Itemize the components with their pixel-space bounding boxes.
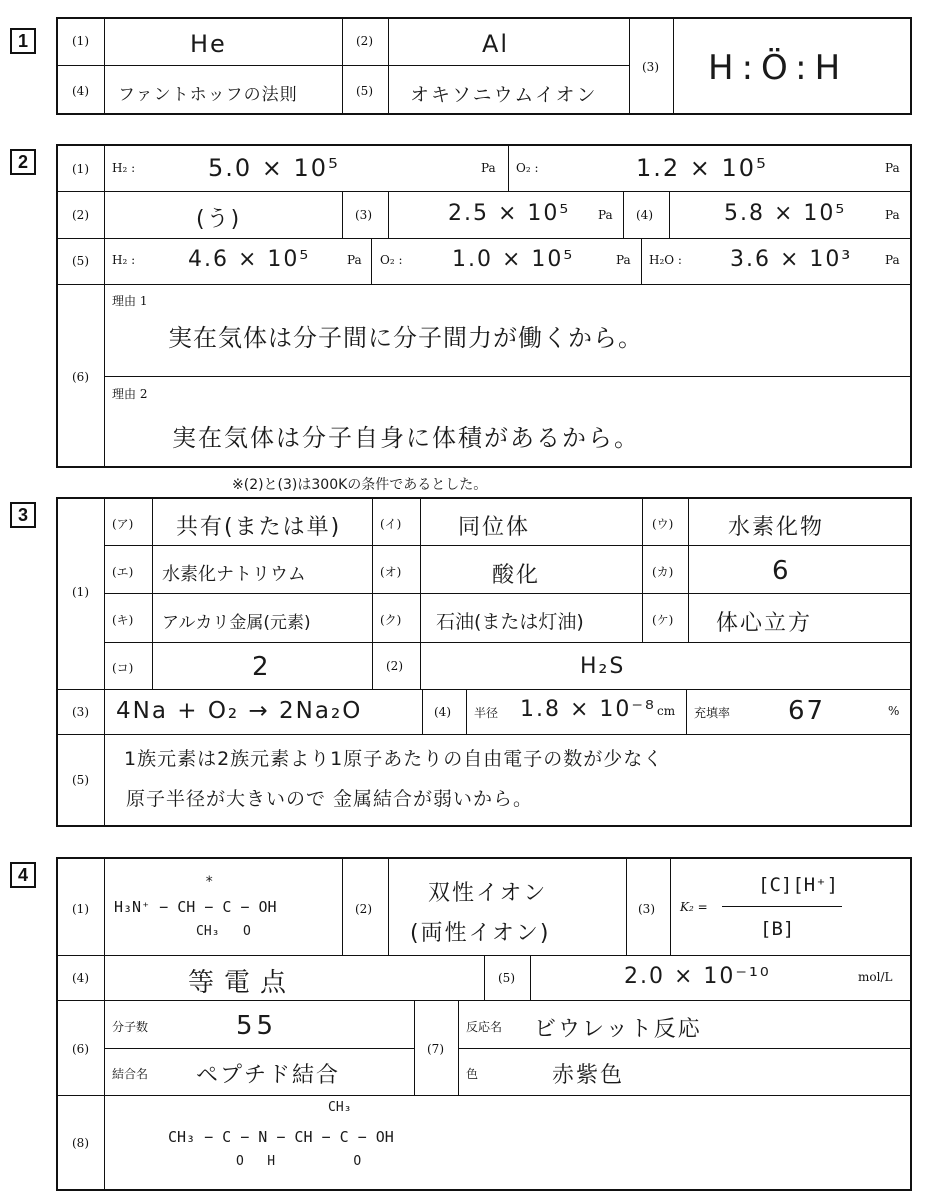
answer-q3-2: H₂S bbox=[580, 654, 626, 679]
label-q2-2: (2) bbox=[72, 208, 89, 222]
answer-q3-ko: 2 bbox=[252, 652, 271, 682]
label-q1-4: (4) bbox=[72, 84, 89, 98]
label-q2-3: (3) bbox=[355, 208, 372, 222]
color-label: 色 bbox=[466, 1067, 479, 1081]
answer-q3-3: 4Na + O₂ → 2Na₂O bbox=[116, 698, 363, 724]
label-q1-3: (3) bbox=[642, 60, 659, 74]
answer-q2-4: 5.8 × 10⁵ bbox=[724, 201, 847, 226]
reaction-label: 反応名 bbox=[466, 1020, 503, 1034]
answer-q4-8-sub: O H O bbox=[236, 1154, 362, 1169]
answer-q2-6-reason2: 実在気体は分子自身に体積があるから。 bbox=[172, 424, 640, 452]
label-q4-8: (8) bbox=[72, 1136, 89, 1150]
answer-q3-ki: アルカリ金属(元素) bbox=[162, 613, 311, 633]
label-q4-1: (1) bbox=[72, 902, 89, 916]
label-q3-1: (1) bbox=[72, 585, 89, 599]
answer-q4-3-denominator: [B] bbox=[760, 918, 795, 940]
label-q2-5-o2: O₂ : bbox=[380, 253, 403, 267]
label-q4-4: (4) bbox=[72, 971, 89, 985]
bond-label: 結合名 bbox=[112, 1067, 149, 1081]
answer-q3-ka: 6 bbox=[772, 556, 791, 586]
answer-q3-ke: 体心立方 bbox=[716, 611, 813, 636]
answer-q2-3: 2.5 × 10⁵ bbox=[448, 201, 571, 226]
label-q2-5: (5) bbox=[72, 254, 89, 268]
label-q2-5-h2: H₂ : bbox=[112, 253, 136, 267]
answer-q1-5: オキソニウムイオン bbox=[410, 84, 598, 106]
unit-q2-5-h2o: Pa bbox=[885, 253, 900, 267]
answer-q2-5-h2: 4.6 × 10⁵ bbox=[188, 247, 311, 272]
answer-q4-7-color: 赤紫色 bbox=[552, 1063, 625, 1088]
answer-q3-i: 同位体 bbox=[458, 515, 531, 540]
label-q4-3: (3) bbox=[638, 902, 655, 916]
label-q3-o: (オ) bbox=[380, 565, 402, 579]
answer-q3-5-line2: 原子半径が大きいので 金属結合が弱いから。 bbox=[126, 788, 534, 810]
label-q3-e: (エ) bbox=[112, 565, 134, 579]
answer-q1-3: H:Ö:H bbox=[708, 48, 849, 88]
label-q3-ki: (キ) bbox=[112, 613, 134, 627]
answer-q4-4: 等電点 bbox=[188, 968, 297, 998]
unit-q4-5: mol/L bbox=[858, 970, 893, 984]
label-q1-1: (1) bbox=[72, 34, 89, 48]
answer-q4-8-top: CH₃ bbox=[328, 1100, 352, 1115]
answer-box-q3 bbox=[56, 497, 912, 827]
answer-q4-2-line1: 双性イオン bbox=[428, 881, 548, 906]
label-q3-4: (4) bbox=[434, 705, 451, 719]
answer-q3-o: 酸化 bbox=[492, 563, 541, 588]
label-q3-5: (5) bbox=[72, 773, 89, 787]
answer-q4-7-reaction: ビウレット反応 bbox=[534, 1017, 702, 1042]
label-q3-ku: (ク) bbox=[380, 613, 402, 627]
packing-label: 充填率 bbox=[694, 706, 731, 720]
answer-q2-2: (う) bbox=[196, 207, 242, 232]
label-q4-6: (6) bbox=[72, 1042, 89, 1056]
label-q3-ka: (カ) bbox=[652, 565, 674, 579]
label-q4-7: (7) bbox=[427, 1042, 444, 1056]
answer-q4-1: H₃N⁺ − CH − C − OH bbox=[114, 898, 277, 916]
unit-q3-4-pct: % bbox=[888, 704, 900, 718]
label-q2-5-h2o: H₂O : bbox=[649, 253, 682, 267]
label-q2-1-h2: H₂ : bbox=[112, 161, 136, 175]
unit-q3-4-cm: cm bbox=[657, 704, 676, 718]
answer-q3-u: 水素化物 bbox=[728, 515, 825, 540]
answer-q2-6-reason1: 実在気体は分子間に分子間力が働くから。 bbox=[168, 324, 643, 352]
count-label: 分子数 bbox=[112, 1020, 149, 1034]
label-q4-5: (5) bbox=[498, 971, 515, 985]
reason2-label: 理由 2 bbox=[112, 387, 148, 401]
answer-q2-1-o2: 1.2 × 10⁵ bbox=[636, 154, 768, 182]
answer-q4-6-count: 55 bbox=[236, 1011, 278, 1041]
label-q1-2: (2) bbox=[356, 34, 373, 48]
label-q3-a: (ア) bbox=[112, 517, 134, 531]
answer-q1-1: He bbox=[190, 30, 227, 58]
answer-q4-1-star: * bbox=[205, 874, 214, 890]
label-q3-2: (2) bbox=[386, 659, 403, 673]
answer-q4-2-line2: (両性イオン) bbox=[410, 921, 551, 946]
label-q3-u: (ウ) bbox=[652, 517, 674, 531]
answer-q4-6-bond: ペプチド結合 bbox=[196, 1063, 341, 1088]
label-q3-i: (イ) bbox=[380, 517, 402, 531]
label-q3-ke: (ケ) bbox=[652, 613, 674, 627]
unit-q2-1-o2: Pa bbox=[885, 161, 900, 175]
answer-q3-5-line1: 1族元素は2族元素より1原子あたりの自由電子の数が少なく bbox=[124, 748, 664, 770]
answer-q1-4: ファントホッフの法則 bbox=[118, 85, 298, 105]
answer-q4-1-sub: CH₃ O bbox=[196, 924, 251, 939]
label-q2-6: (6) bbox=[72, 370, 89, 384]
handwritten-note: ※(2)と(3)は300Kの条件であるとした。 bbox=[232, 477, 488, 493]
answer-q3-4-radius: 1.8 × 10⁻⁸ bbox=[520, 697, 656, 722]
answer-q3-a: 共有(または単) bbox=[176, 515, 342, 540]
answer-q1-2: Al bbox=[482, 30, 510, 58]
fraction-bar bbox=[722, 906, 842, 907]
radius-label: 半径 bbox=[474, 706, 499, 720]
question-number-4: 4 bbox=[10, 862, 36, 888]
answer-q4-3-numerator: [C][H⁺] bbox=[758, 874, 839, 896]
k2-label: K₂ = bbox=[680, 900, 708, 914]
label-q2-1-o2: O₂ : bbox=[516, 161, 539, 175]
answer-q2-5-h2o: 3.6 × 10³ bbox=[730, 247, 853, 272]
answer-q3-4-packing: 67 bbox=[788, 696, 826, 726]
unit-q2-1-h2: Pa bbox=[481, 161, 496, 175]
answer-q2-1-h2: 5.0 × 10⁵ bbox=[208, 154, 340, 182]
label-q4-2: (2) bbox=[355, 902, 372, 916]
label-q2-4: (4) bbox=[636, 208, 653, 222]
answer-q3-ku: 石油(または灯油) bbox=[436, 611, 584, 633]
answer-q4-5: 2.0 × 10⁻¹⁰ bbox=[624, 964, 771, 989]
unit-q2-3: Pa bbox=[598, 208, 613, 222]
question-number-2: 2 bbox=[10, 149, 36, 175]
answer-q4-8: CH₃ − C − N − CH − C − OH bbox=[168, 1128, 394, 1146]
answer-q3-e: 水素化ナトリウム bbox=[162, 564, 306, 585]
answer-q2-5-o2: 1.0 × 10⁵ bbox=[452, 247, 575, 272]
question-number-1: 1 bbox=[10, 28, 36, 54]
unit-q2-5-h2: Pa bbox=[347, 253, 362, 267]
label-q2-1: (1) bbox=[72, 162, 89, 176]
unit-q2-4: Pa bbox=[885, 208, 900, 222]
unit-q2-5-o2: Pa bbox=[616, 253, 631, 267]
question-number-3: 3 bbox=[10, 502, 36, 528]
reason1-label: 理由 1 bbox=[112, 294, 148, 308]
label-q1-5: (5) bbox=[356, 84, 373, 98]
label-q3-ko: (コ) bbox=[112, 661, 134, 675]
label-q3-3: (3) bbox=[72, 705, 89, 719]
